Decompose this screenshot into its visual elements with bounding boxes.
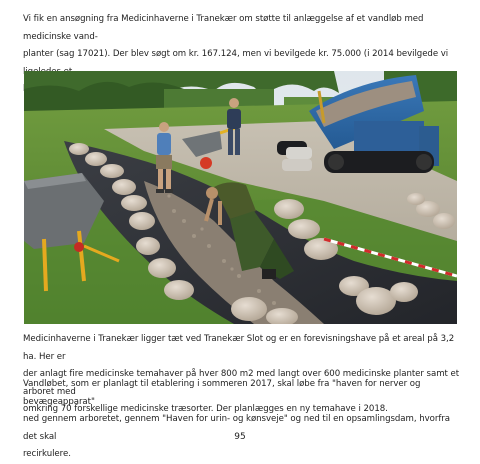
intro-line-1: Vi fik en ansøgning fra Medicinhaverne i Tranekær om støtte til anlæggelse af et vandløb med medicinske vand-	[23, 14, 424, 42]
vandlob-line-2: ned gennem arboretet, gennem "Haven for urin- og kønsveje" og ned til en opsamlingsdam, hvorfra det skal	[23, 414, 451, 442]
vandlob-paragraph	[23, 376, 461, 464]
page-number: 95	[234, 432, 246, 442]
vandlob-line-3: recirkulere.	[23, 449, 71, 459]
caption-line-2: der anlagt fire medicinske temahaver på hver 800 m2 med langt over 600 medicinske planter samt et arboret med	[23, 369, 460, 397]
caption-line-1: Medicinhaverne i Tranekær ligger tæt ved Tranekær Slot og er en forevisningshave på et areal på 3,2 ha. Her er	[23, 334, 455, 362]
construction-photo	[24, 71, 457, 324]
vandlob-line-1: Vandløbet, som er planlagt til etablering i sommeren 2017, skal løbe fra "haven for nerver og bevægeapparat"	[23, 379, 421, 407]
caption-line-3: omkring 70 forskellige medicinske træsorter. Der planlægges en ny temahave i 2018.	[23, 404, 388, 414]
intro-line-2: planter (sag 17021). Der blev søgt om kr. 167.124, men vi bevilgede kr. 75.000 (i 2014 bevilgede vi	[23, 49, 449, 59]
